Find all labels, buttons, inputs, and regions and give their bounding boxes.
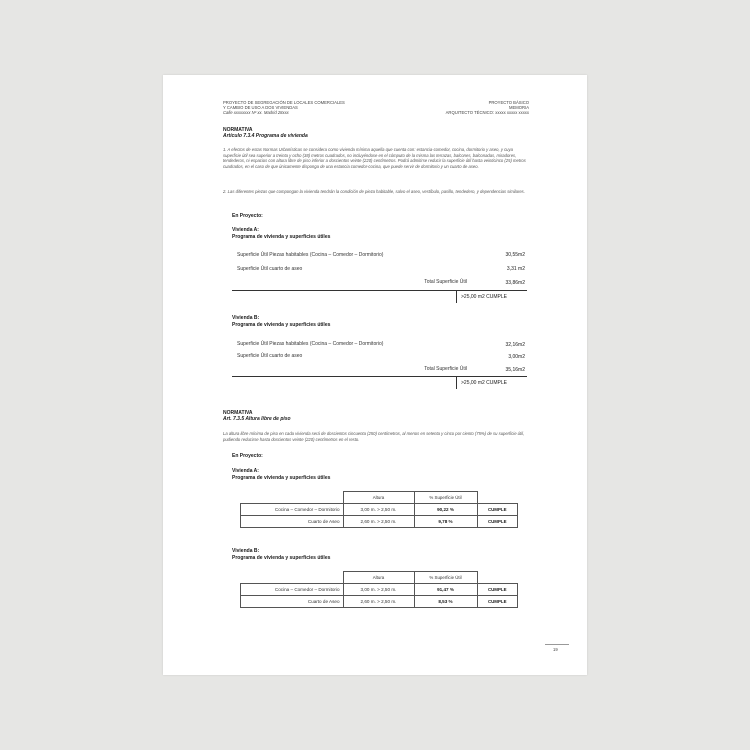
header-right-line-2: MEMORIA: [508, 105, 529, 110]
section1-paragraph-2: 2. Las diferentes piezas que compongan la vivienda tendrán la condición de pieza habitable, salvo el aseo, vestíbulo, pasillo, tendedero, y dependencias similares.: [223, 189, 525, 194]
s1-vb-row-2-value: 3,00m2: [508, 354, 525, 360]
s1-vb-row-1-label: Superficie Útil Piezas habitables (Cocina – Comedor – Dormitorio): [237, 341, 384, 347]
s1-vb-result-bar: [456, 377, 457, 389]
row-pct: 90,22 %: [414, 504, 477, 516]
footer-rule: [545, 644, 569, 645]
s1-va-total-value: 33,86m2: [505, 280, 525, 286]
header-left-line-3: Calle xxxxxxxx Nº xx. Madrid 28xxx: [223, 110, 289, 115]
s1-vivienda-b-subtitle: Programa de vivienda y superficies útiles: [232, 322, 331, 328]
s1-va-total-label: Total Superficie Útil: [424, 279, 467, 285]
table-row: [241, 504, 518, 516]
section2-subheading: Art. 7.3.5 Altura libre de piso: [223, 416, 291, 422]
header-left-line-2: Y CAMBIO DE USO A DOS VIVIENDAS: [223, 105, 298, 110]
s1-va-result: >25,00 m2 CUMPLE: [461, 294, 507, 300]
document-page: [163, 75, 587, 675]
s2-vivienda-a-title: Vivienda A:: [232, 468, 259, 474]
table-row: [241, 596, 518, 608]
row-result: CUMPLE: [477, 516, 518, 528]
s1-va-row-2-value: 3,31 m2: [506, 266, 525, 272]
s1-vivienda-a-subtitle: Programa de vivienda y superficies útiles: [232, 234, 331, 240]
col-header-altura: Altura: [343, 492, 414, 504]
header-right-line-3: ARQUITECTO TÉCNICO: xxxxx xxxxx xxxxx: [445, 110, 529, 115]
s1-vb-total-rule: [232, 376, 527, 377]
section1-en-proyecto: En Proyecto:: [232, 213, 263, 219]
s1-va-row-2-label: Superficie Útil cuarto de aseo: [237, 266, 303, 272]
table-corner-right: [477, 572, 518, 584]
section1-paragraph-1: 1. A efectos de estas Normas Urbanísticas se considera como vivienda mínima aquella que cuenta con: estancia-comedor, cocina, dormitorio y aseo, y cuya superficie útil sea superior a treinta y ocho (38) metros cuadrados, no incluyéndose en el cómputo de la misma las terrazas, balcones, balconadas, miradores, tendederos, ni espacios con altura libre de piso inferior a doscientos veinte (220) centímetros. Podrá admitirse reducir la superficie útil hasta veinticinco (25) metros cuadrados, en el caso de que únicamente disponga de una estancia comedor-cocina, que puede servir de dormitorio y un cuarto de aseo.: [223, 147, 526, 169]
table-corner: [241, 492, 344, 504]
row-pct: 8,53 %: [414, 596, 477, 608]
s1-vb-row-1-value: 32,16m2: [505, 342, 525, 348]
table-row: [241, 516, 518, 528]
row-label: Cocina – Comedor – Dormitorio: [241, 504, 344, 516]
table-row: [241, 492, 518, 504]
section2-paragraph: La altura libre mínima de piso en cada vivienda será de doscientos cincuenta (250) centímetros, al menos en setenta y cinco por ciento (75%) de su superficie útil, pudiendo reducirse hasta doscientos veinte (220) centímetros en el resto.: [223, 431, 525, 442]
header-left-line-1: PROYECTO DE SEGREGACIÓN DE LOCALES COMERCIALES: [223, 100, 345, 105]
col-header-pct: % Superficie Útil: [414, 492, 477, 504]
s1-vb-total-value: 35,16m2: [505, 367, 525, 373]
col-header-pct: % Superficie Útil: [414, 572, 477, 584]
header-right-line-1: PROYECTO BÁSICO: [488, 100, 529, 105]
table-row: [241, 584, 518, 596]
section1-heading: NORMATIVA: [223, 127, 253, 133]
row-label: Cuarto de Aseo: [241, 516, 344, 528]
s2-vivienda-b-title: Vivienda B:: [232, 548, 260, 554]
row-pct: 91,47 %: [414, 584, 477, 596]
row-result: CUMPLE: [477, 596, 518, 608]
page-number: 19: [553, 647, 558, 652]
row-altura: 2,60 m. > 2,50 m.: [343, 596, 414, 608]
s1-va-row-1-label: Superficie Útil Piezas habitables (Cocina – Comedor – Dormitorio): [237, 252, 384, 258]
row-result: CUMPLE: [477, 504, 518, 516]
row-altura: 3,00 m. > 2,50 m.: [343, 504, 414, 516]
s1-va-result-bar: [456, 291, 457, 303]
s1-vivienda-a-title: Vivienda A:: [232, 227, 259, 233]
row-label: Cuarto de Aseo: [241, 596, 344, 608]
row-pct: 9,78 %: [414, 516, 477, 528]
table-corner-right: [477, 492, 518, 504]
table-corner: [241, 572, 344, 584]
section2-en-proyecto: En Proyecto:: [232, 453, 263, 459]
s2-vivienda-b-table: [240, 571, 518, 608]
table-row: [241, 572, 518, 584]
s1-vivienda-b-title: Vivienda B:: [232, 315, 260, 321]
section2-heading: NORMATIVA: [223, 410, 253, 416]
s1-va-row-1-value: 30,55m2: [505, 252, 525, 258]
row-altura: 3,00 m. > 2,50 m.: [343, 584, 414, 596]
row-label: Cocina – Comedor – Dormitorio: [241, 584, 344, 596]
section1-subheading: Artículo 7.3.4 Programa de vivienda: [223, 133, 308, 139]
s2-vivienda-a-table: [240, 491, 518, 528]
col-header-altura: Altura: [343, 572, 414, 584]
row-altura: 2,60 m. > 2,50 m.: [343, 516, 414, 528]
s1-vb-total-label: Total Superficie Útil: [424, 366, 467, 372]
s2-vivienda-a-subtitle: Programa de vivienda y superficies útiles: [232, 475, 331, 481]
header-left: [223, 100, 345, 115]
row-result: CUMPLE: [477, 584, 518, 596]
s2-vivienda-b-subtitle: Programa de vivienda y superficies útiles: [232, 555, 331, 561]
s1-vb-result: >25,00 m2 CUMPLE: [461, 380, 507, 386]
header-right: [446, 100, 529, 115]
s1-vb-row-2-label: Superficie Útil cuarto de aseo: [237, 353, 303, 359]
s1-va-total-rule: [232, 290, 527, 291]
